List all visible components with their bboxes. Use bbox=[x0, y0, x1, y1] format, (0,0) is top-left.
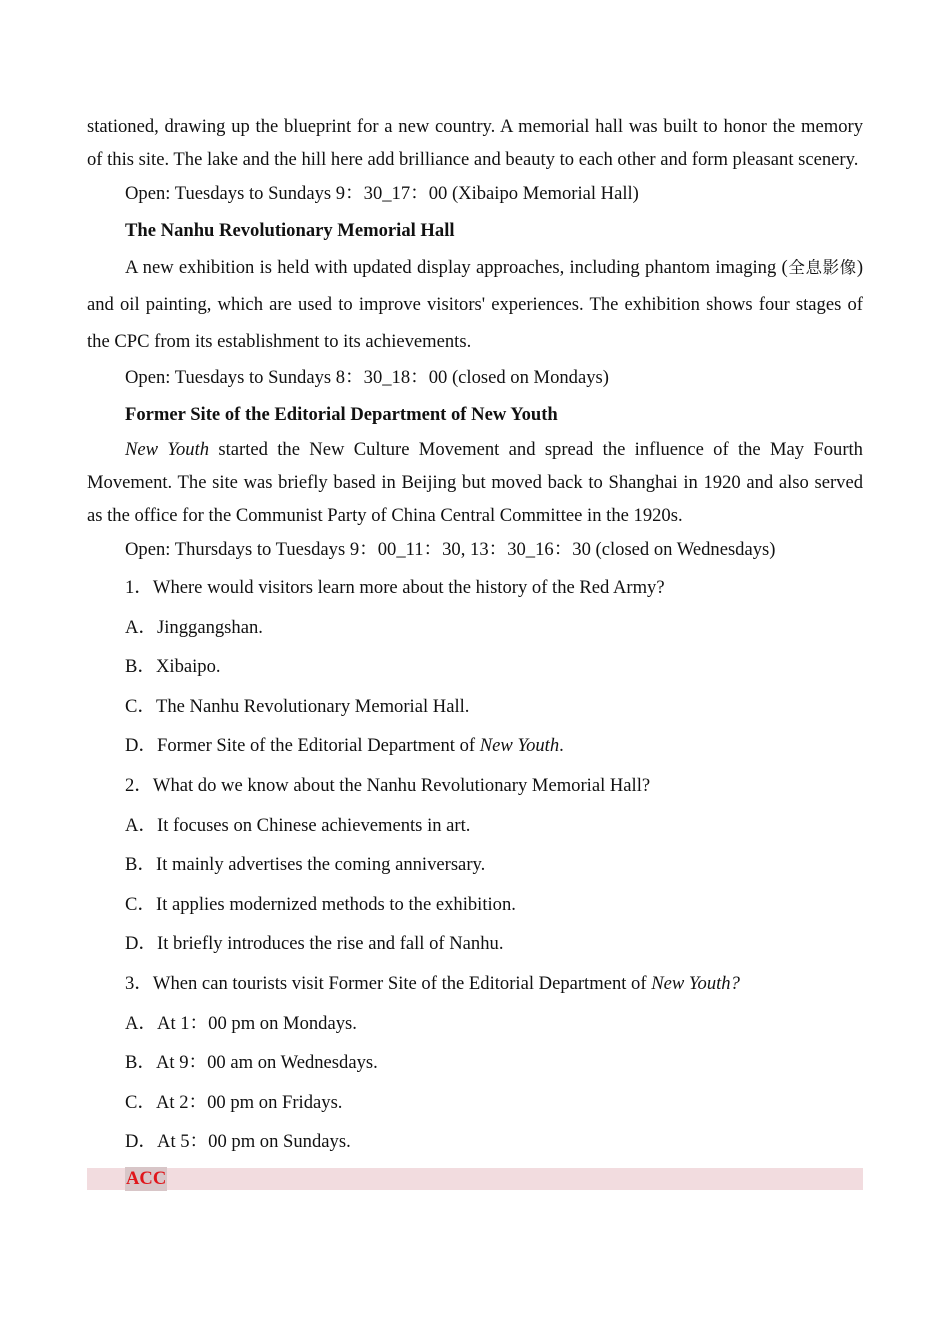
question-3-option-b: B．At 9：00 am on Wednesdays. bbox=[125, 1052, 378, 1074]
nanhu-description bbox=[87, 249, 863, 360]
question-3-option-a: A．At 1：00 pm on Mondays. bbox=[125, 1012, 357, 1034]
xibaipo-open-hours: Open: Tuesdays to Sundays 9：30_17：00 (Xibaipo Memorial Hall) bbox=[125, 183, 639, 204]
question-3-option-c: C．At 2：00 pm on Fridays. bbox=[125, 1091, 343, 1113]
question-2-option-d: D．It briefly introduces the rise and fall of Nanhu. bbox=[125, 933, 504, 955]
xibaipo-continuation: stationed, drawing up the blueprint for a new country. A memorial hall was built to honor the memory of this site. The lake and the hill here add brilliance and beauty to each other and form pleasant scenery. bbox=[87, 116, 863, 170]
nanhu-description-chinese: 全息影像 bbox=[787, 258, 857, 277]
newyouth-description-body: started the New Culture Movement and spread the influence of the May Fourth Movement. The site was briefly based in Beijing but moved back to Shanghai in 1920 and also served as the office for the Communist Party of China Central Committee in the 1920s. bbox=[87, 439, 863, 526]
question-2-option-c: C．It applies modernized methods to the exhibition. bbox=[125, 893, 516, 915]
question-2-stem: 2．What do we know about the Nanhu Revolutionary Memorial Hall? bbox=[125, 774, 651, 796]
question-1-option-d bbox=[87, 726, 863, 766]
answer-band bbox=[87, 1168, 863, 1190]
question-1-option-d-italic: New Youth bbox=[479, 735, 560, 757]
nanhu-open-hours: Open: Tuesdays to Sundays 8：30_18：00 (closed on Mondays) bbox=[125, 367, 609, 388]
question-1-option-d-suffix: . bbox=[559, 735, 564, 757]
newyouth-heading: Former Site of the Editorial Department of New Youth bbox=[125, 404, 558, 425]
question-1-option-c: C．The Nanhu Revolutionary Memorial Hall. bbox=[125, 695, 470, 717]
nanhu-description-part2: ) and oil painting, which are used to improve visitors' experiences. The exhibition shows four stages of the CPC from its establishment to its achievements. bbox=[87, 257, 864, 352]
question-1-stem: 1．Where would visitors learn more about the history of the Red Army? bbox=[125, 577, 665, 598]
answer-key: ACC bbox=[126, 1167, 167, 1189]
question-1-option-d-prefix: D．Former Site of the Editorial Department of bbox=[125, 735, 480, 757]
newyouth-description bbox=[87, 433, 863, 532]
nanhu-description-part1: A new exhibition is held with updated display approaches, including phantom imaging ( bbox=[125, 257, 788, 278]
question-3-stem bbox=[87, 964, 863, 1004]
question-1-option-a: A．Jinggangshan. bbox=[125, 616, 263, 638]
question-2-option-b: B．It mainly advertises the coming anniversary. bbox=[125, 854, 486, 876]
newyouth-title-italic: New Youth bbox=[125, 439, 210, 460]
question-1-option-b: B．Xibaipo. bbox=[125, 656, 221, 678]
nanhu-heading: The Nanhu Revolutionary Memorial Hall bbox=[125, 220, 455, 241]
question-3-stem-italic: New Youth? bbox=[651, 972, 740, 994]
question-2-option-a: A．It focuses on Chinese achievements in art. bbox=[125, 814, 471, 836]
question-3-option-d: D．At 5：00 pm on Sundays. bbox=[125, 1131, 351, 1153]
question-3-stem-prefix: 3．When can tourists visit Former Site of the Editorial Department of bbox=[125, 972, 652, 994]
document-page bbox=[87, 110, 863, 1190]
newyouth-open-hours: Open: Thursdays to Tuesdays 9：00_11：30, 13：30_16：30 (closed on Wednesdays) bbox=[125, 539, 776, 560]
